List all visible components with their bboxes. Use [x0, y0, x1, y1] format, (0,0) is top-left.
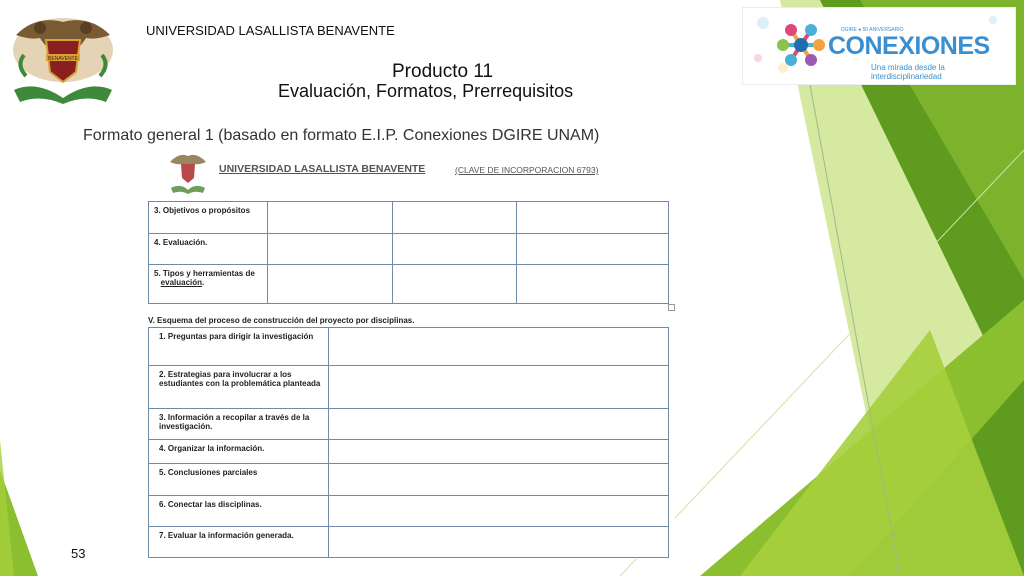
row-label: 2. Estrategias para involucrar a los estudiantes con la problemática planteada — [149, 366, 329, 409]
row-label: 5. Conclusiones parciales — [149, 464, 329, 496]
row-label: 3. Información a recopilar a través de la investigación. — [149, 409, 329, 440]
row-label: 4. Evaluación. — [149, 234, 268, 265]
document-university: UNIVERSIDAD LASALLISTA BENAVENTE — [219, 163, 426, 175]
empty-cell — [329, 464, 669, 496]
row-label: 1. Preguntas para dirigir la investigación — [149, 328, 329, 366]
conexiones-brand: CONEXIONES — [828, 32, 990, 60]
document-clave: (CLAVE DE INCORPORACION 6793) — [455, 165, 599, 175]
empty-cell — [329, 496, 669, 527]
empty-cell — [329, 527, 669, 558]
table-row — [149, 527, 669, 558]
row-label: 4. Organizar la información. — [149, 440, 329, 464]
evaluation-table — [148, 201, 669, 304]
process-scheme-table — [148, 327, 669, 558]
conexiones-top-text: DGIRE ● 50 ANIVERSARIO — [841, 27, 904, 33]
slide-title-line2: Evaluación, Formatos, Prerrequisitos — [278, 81, 574, 101]
empty-cell — [268, 202, 393, 234]
conexiones-logo — [742, 7, 1016, 85]
empty-cell — [517, 202, 669, 234]
table-row — [149, 265, 669, 304]
table-row — [149, 440, 669, 464]
table-row — [149, 234, 669, 265]
table-row — [149, 409, 669, 440]
empty-cell — [268, 234, 393, 265]
row-label-underlined: evaluación — [160, 278, 203, 287]
empty-cell — [329, 328, 669, 366]
table-row — [149, 496, 669, 527]
empty-cell — [329, 366, 669, 409]
conexiones-tagline: Una mirada desde la interdisciplinariedad — [871, 63, 945, 81]
crest-ribbon-text: BENAVENTE — [48, 56, 78, 62]
row-label: 6. Conectar las disciplinas. — [149, 496, 329, 527]
empty-cell — [268, 265, 393, 304]
empty-cell — [517, 234, 669, 265]
row-label: 3. Objetivos o propósitos — [149, 202, 268, 234]
empty-cell — [393, 234, 517, 265]
small-marker-box — [668, 304, 675, 311]
empty-cell — [393, 202, 517, 234]
university-crest-logo — [6, 10, 120, 106]
row-label-part: 5. Tipos y herramientas de — [154, 269, 255, 278]
page-number: 53 — [71, 546, 86, 561]
section-v-title: V. Esquema del proceso de construcción del proyecto por disciplinas. — [148, 316, 415, 325]
document-crest-logo — [167, 150, 209, 194]
empty-cell — [517, 265, 669, 304]
slide-title-line1: Producto 11 — [392, 61, 494, 82]
empty-cell — [329, 409, 669, 440]
empty-cell — [393, 265, 517, 304]
document-format-image — [145, 147, 675, 559]
slide-subtitle: Formato general 1 (basado en formato E.I.P. Conexiones DGIRE UNAM) — [83, 127, 600, 144]
empty-cell — [329, 440, 669, 464]
row-label-period: . — [202, 278, 205, 287]
institution-header: UNIVERSIDAD LASALLISTA BENAVENTE — [146, 23, 395, 38]
table-row — [149, 328, 669, 366]
table-row — [149, 202, 669, 234]
table-row — [149, 366, 669, 409]
row-label — [149, 265, 268, 304]
table-row — [149, 464, 669, 496]
row-label: 7. Evaluar la información generada. — [149, 527, 329, 558]
